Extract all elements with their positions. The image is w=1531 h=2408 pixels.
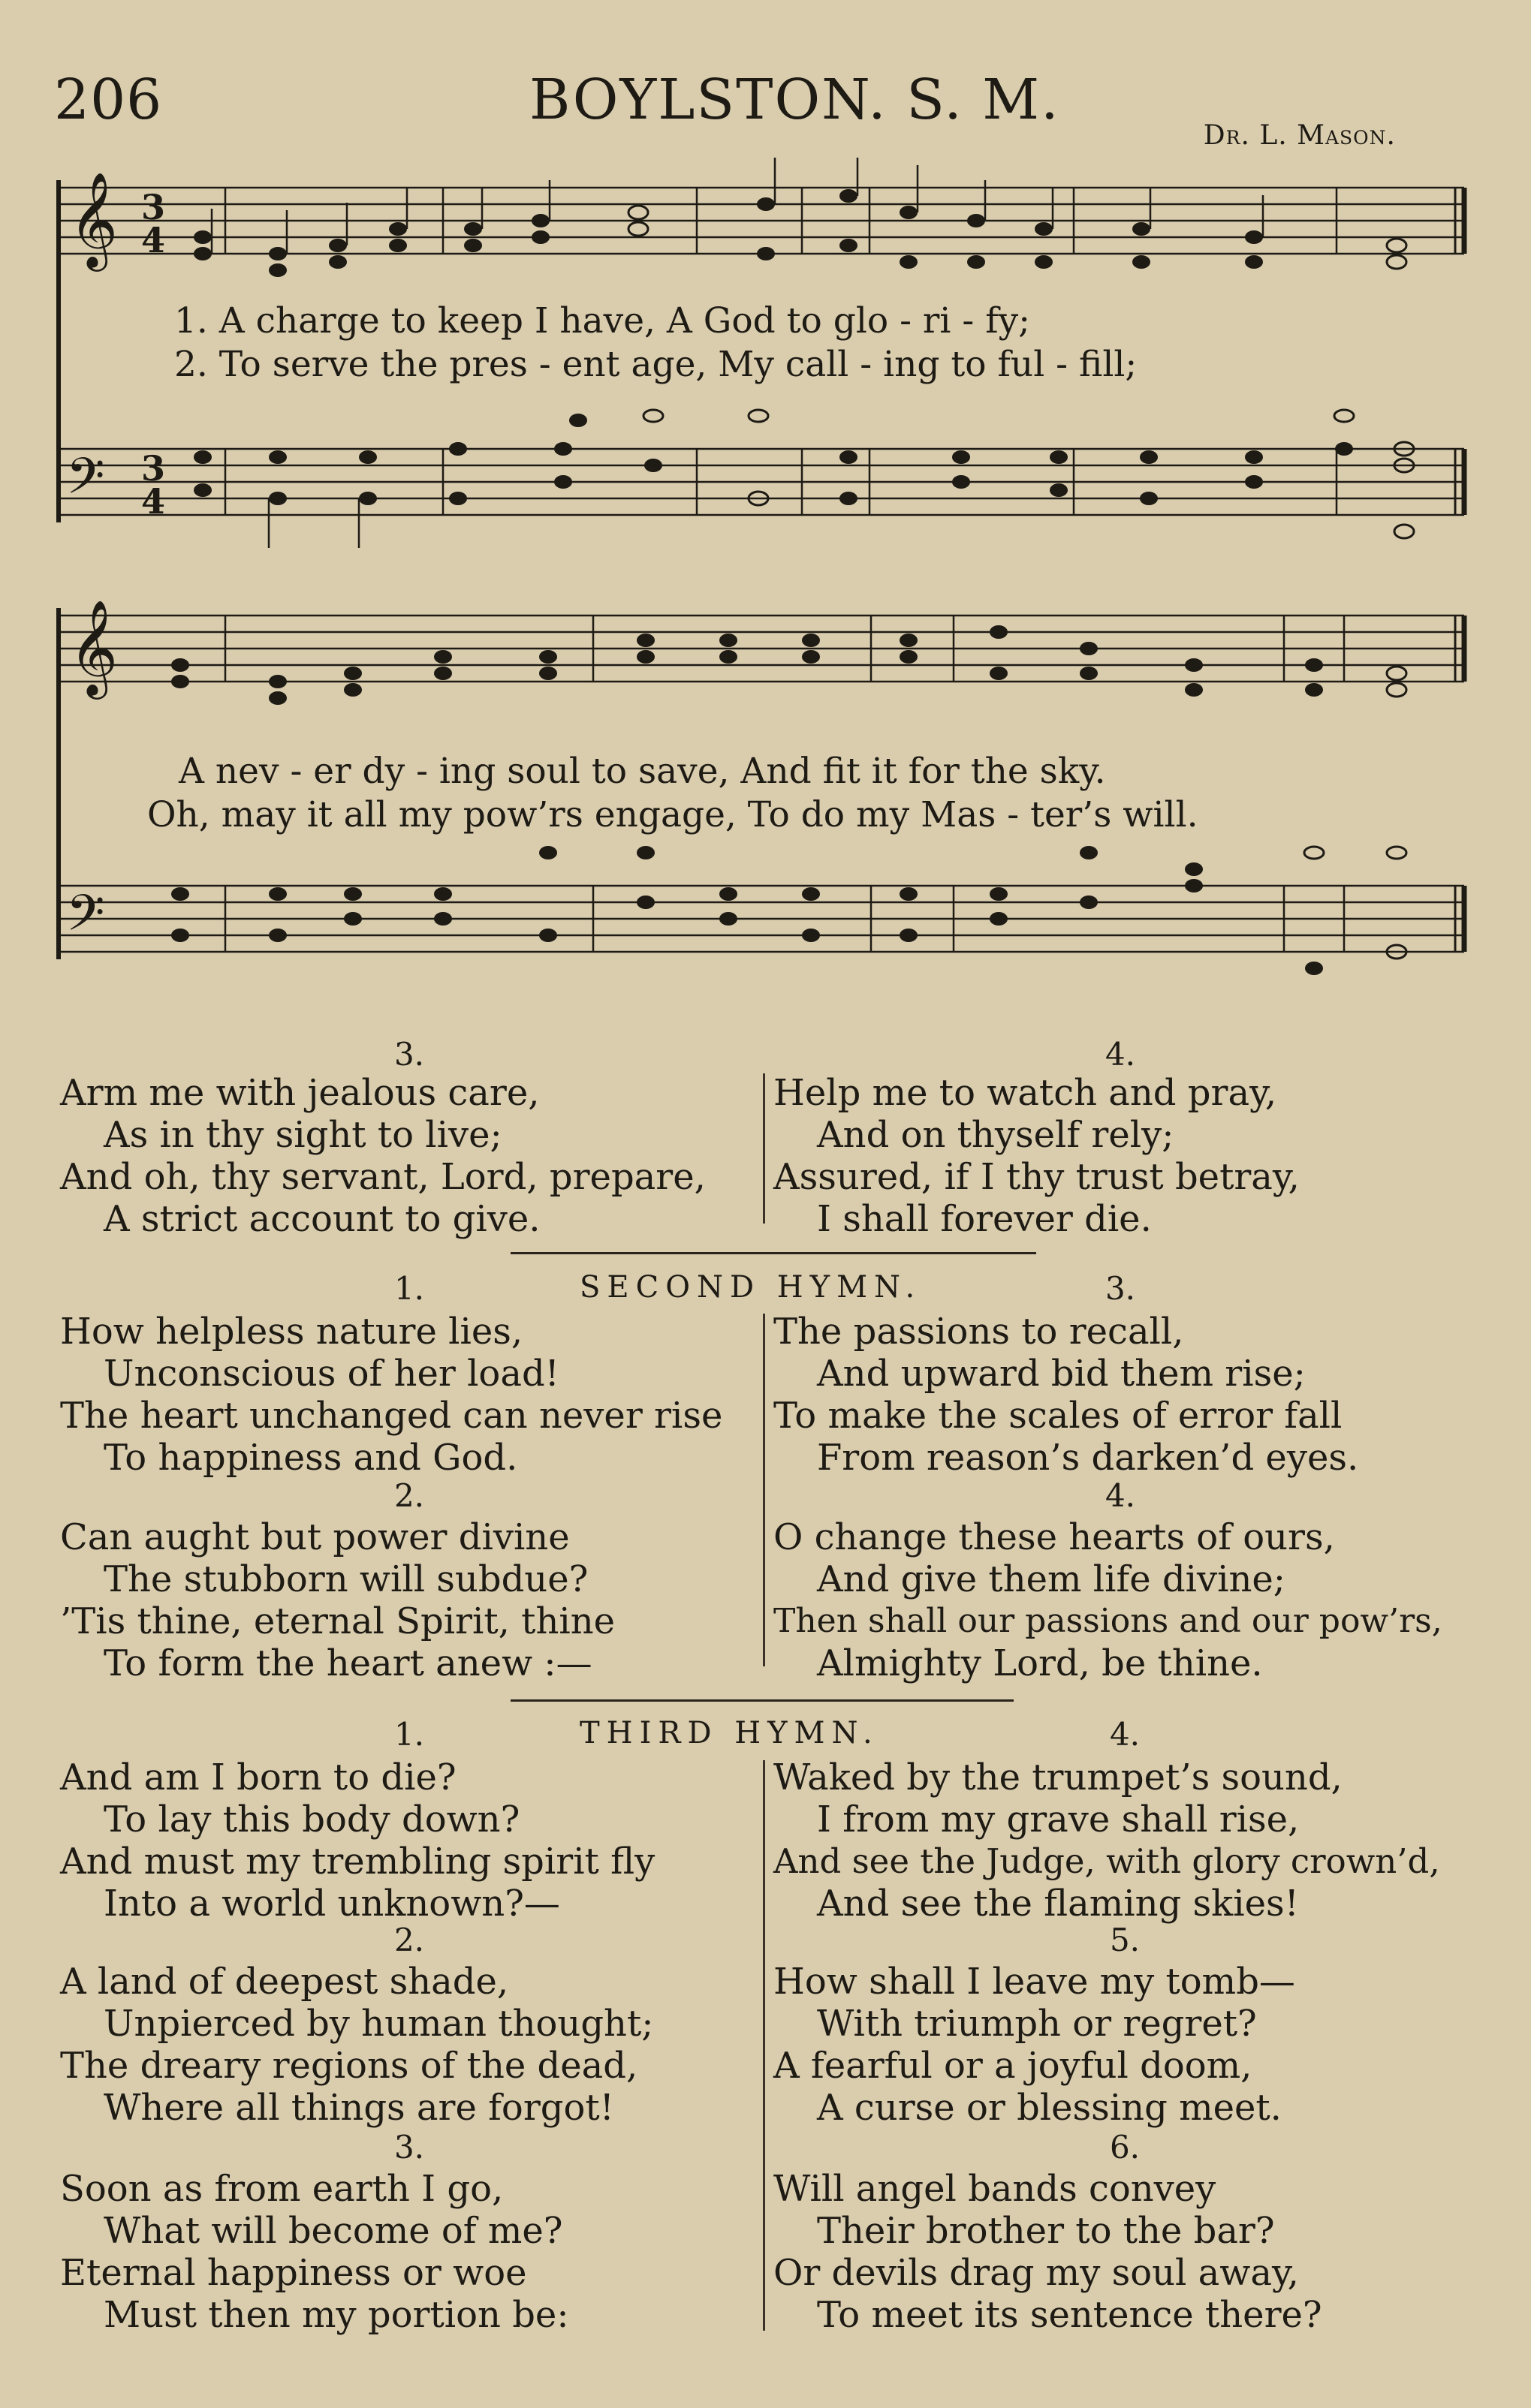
time-signature-bottom: 4 — [141, 220, 166, 260]
stanza-line: And oh, thy servant, Lord, prepare, — [60, 1156, 706, 1198]
stanza-line: A land of deepest shade, — [60, 1961, 509, 2003]
second-hymn-stanza-1 — [60, 1311, 722, 1479]
treble-clef-icon: 𝄞 — [69, 171, 119, 267]
stanza-line: From reason’s darken’d eyes. — [817, 1437, 1359, 1479]
stanza-line: O change these hearts of ours, — [773, 1516, 1335, 1558]
system2-bass-notes — [171, 846, 1406, 975]
stanza-number: 2. — [393, 1922, 425, 1958]
stanza-line: A fearful or a joyful doom, — [773, 2045, 1252, 2087]
stanza-line: Where all things are forgot! — [104, 2087, 614, 2129]
third-hymn-stanza-3 — [60, 2168, 569, 2336]
stanza-line: Eternal happiness or woe — [60, 2252, 527, 2294]
second-hymn-stanza-2 — [60, 1516, 615, 1684]
lyrics-system1-verse2: 2. To serve the pres - ent age, My call - ing to ful - fill; — [174, 344, 1138, 385]
time-signature-bottom: 4 — [141, 481, 166, 522]
stanza-line: A curse or blessing meet. — [817, 2087, 1282, 2129]
stanza-line: Unconscious of her load! — [104, 1353, 559, 1395]
third-hymn-stanza-2 — [60, 1961, 653, 2129]
stanza-line: To make the scales of error fall — [773, 1395, 1343, 1437]
system2-treble-staff — [59, 616, 1464, 682]
column-divider — [763, 1073, 765, 1224]
stanza-line: Will angel bands convey — [773, 2168, 1216, 2210]
stanza-line: Arm me with jealous care, — [60, 1072, 540, 1114]
third-hymn-stanza-5 — [773, 1961, 1295, 2129]
stanza-number: 4. — [1105, 1477, 1136, 1514]
bass-clef-icon: 𝄢 — [66, 447, 105, 517]
stanza-line: Assured, if I thy trust betray, — [773, 1156, 1300, 1198]
stanza-line: To meet its sentence there? — [817, 2294, 1322, 2336]
stanza-line: With triumph or regret? — [817, 2003, 1257, 2045]
stanza-number: 5. — [1109, 1922, 1141, 1958]
third-hymn-stanza-1 — [60, 1756, 655, 1925]
stanza-line: How helpless nature lies, — [60, 1311, 523, 1353]
stanza-line: I from my grave shall rise, — [817, 1798, 1300, 1841]
third-hymn-stanza-4 — [773, 1756, 1440, 1925]
stanza-line: And upward bid them rise; — [817, 1353, 1306, 1395]
stanza-number: 2. — [393, 1477, 425, 1514]
stanza-line: Soon as from earth I go, — [60, 2168, 504, 2210]
time-signature-top: 3 — [141, 448, 166, 489]
stanza-line: And am I born to die? — [60, 1756, 457, 1798]
stanza-number: 3. — [393, 2129, 425, 2166]
stanza-line: To happiness and God. — [104, 1437, 518, 1479]
second-hymn-stanza-4 — [773, 1516, 1442, 1684]
section-rule — [511, 1699, 1014, 1702]
lyrics-system2-verse1: A nev - er dy - ing soul to save, And fit it for the sky. — [179, 751, 1106, 792]
bass-clef-icon: 𝄢 — [66, 884, 105, 954]
system1-bass-notes — [194, 410, 1414, 548]
page-number: 206 — [54, 68, 163, 132]
second-hymn-heading: SECOND HYMN. — [580, 1270, 922, 1305]
second-hymn-stanza-3 — [773, 1311, 1358, 1479]
third-hymn-heading: THIRD HYMN. — [580, 1716, 879, 1750]
stanza-line: How shall I leave my tomb— — [773, 1961, 1295, 2003]
stanza-3 — [60, 1072, 706, 1240]
stanza-line: Unpierced by human thought; — [104, 2003, 654, 2045]
stanza-4 — [773, 1072, 1300, 1240]
stanza-number: 3. — [1105, 1270, 1136, 1307]
stanza-line: I shall forever die. — [817, 1198, 1152, 1240]
third-hymn-stanza-6 — [773, 2168, 1322, 2336]
stanza-line: Help me to watch and pray, — [773, 1072, 1277, 1114]
stanza-number: 4. — [1105, 1036, 1136, 1073]
lyrics-system2-verse2: Oh, may it all my pow’rs engage, To do my Mas - ter’s will. — [147, 794, 1198, 835]
system1-treble-notes — [194, 158, 1406, 277]
stanza-line: The stubborn will subdue? — [104, 1558, 589, 1600]
hymn-tune-title: BOYLSTON. S. M. — [529, 68, 1060, 132]
stanza-line: And on thyself rely; — [817, 1114, 1174, 1156]
stanza-line: Waked by the trumpet’s sound, — [773, 1756, 1343, 1798]
stanza-line: And must my trembling spirit fly — [60, 1841, 655, 1883]
stanza-line: Their brother to the bar? — [817, 2210, 1275, 2252]
stanza-number: 3. — [393, 1036, 425, 1073]
stanza-line: Into a world unknown?— — [104, 1883, 560, 1925]
music-score — [53, 150, 1479, 1051]
stanza-line: Can aught but power divine — [60, 1516, 570, 1558]
stanza-line: Must then my portion be: — [104, 2294, 569, 2336]
stanza-line: Then shall our passions and our pow’rs, — [773, 1602, 1442, 1640]
stanza-line: And see the Judge, with glory crown’d, — [773, 1841, 1440, 1881]
stanza-line: The dreary regions of the dead, — [60, 2045, 638, 2087]
stanza-line: What will become of me? — [104, 2210, 563, 2252]
stanza-number: 6. — [1109, 2129, 1141, 2166]
column-divider — [763, 1760, 765, 2331]
stanza-line: The heart unchanged can never rise — [60, 1395, 723, 1437]
stanza-line: ’Tis thine, eternal Spirit, thine — [60, 1600, 616, 1642]
stanza-line: As in thy sight to live; — [104, 1114, 502, 1156]
stanza-line: To lay this body down? — [104, 1798, 520, 1841]
stanza-line: Almighty Lord, be thine. — [817, 1642, 1263, 1684]
stanza-line: And see the flaming skies! — [817, 1883, 1299, 1925]
composer-credit: Dr. L. Mason. — [1203, 120, 1396, 151]
stanza-line: The passions to recall, — [773, 1311, 1184, 1353]
stanza-line: To form the heart anew :— — [104, 1642, 592, 1684]
stanza-number: 4. — [1109, 1716, 1141, 1753]
stanza-number: 1. — [393, 1716, 425, 1753]
treble-clef-icon: 𝄞 — [69, 599, 119, 695]
stanza-number: 1. — [393, 1270, 425, 1307]
time-signature-top: 3 — [141, 187, 166, 227]
stanza-line: A strict account to give. — [104, 1198, 541, 1240]
section-rule — [511, 1252, 1036, 1254]
column-divider — [763, 1314, 765, 1666]
lyrics-system1-verse1: 1. A charge to keep I have, A God to glo - ri - fy; — [174, 300, 1030, 342]
stanza-line: Or devils drag my soul away, — [773, 2252, 1299, 2294]
stanza-line: And give them life divine; — [817, 1558, 1285, 1600]
